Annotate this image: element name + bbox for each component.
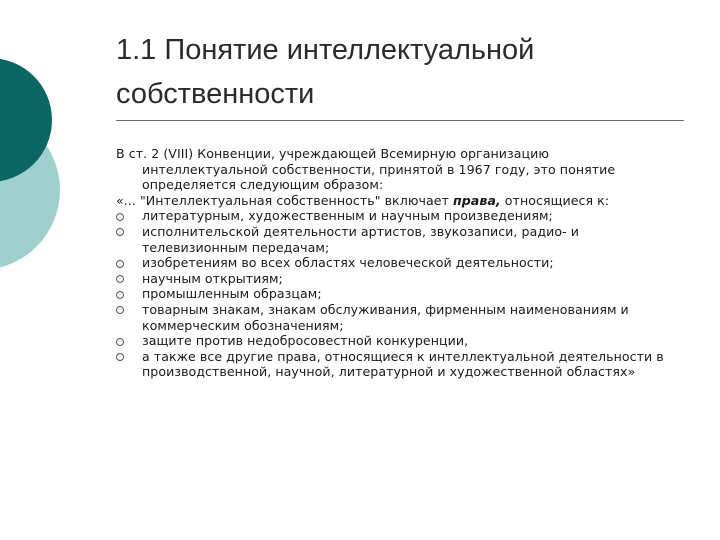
list-item-text: защите против недобросовестной конкуренции, bbox=[142, 333, 469, 349]
list-item bbox=[116, 333, 676, 349]
intro-paragraph: В ст. 2 (VIII) Конвенции, учреждающей Всемирную организацию интеллектуальной собственности, принятой в 1967 году, это понятие определяется следующим образом: bbox=[116, 146, 616, 193]
circle-bullet-icon bbox=[116, 213, 124, 221]
list-item-text: товарным знакам, знакам обслуживания, фирменным наименованиям и коммерческим обозначениям; bbox=[142, 301, 629, 333]
title-divider bbox=[116, 120, 684, 121]
decorative-circles bbox=[0, 0, 120, 300]
quote-paragraph bbox=[116, 193, 676, 209]
circle-bullet-icon bbox=[116, 291, 124, 299]
list-item-text: исполнительской деятельности артистов, звукозаписи, радио- и телевизионным передачам; bbox=[142, 223, 579, 255]
list-item bbox=[116, 302, 676, 333]
list-item bbox=[116, 271, 676, 287]
circle-bullet-icon bbox=[116, 228, 124, 236]
quote-end: относящиеся к: bbox=[500, 192, 610, 208]
list-item-text: промышленным образцам; bbox=[142, 286, 322, 302]
circle-bullet-icon bbox=[116, 306, 124, 314]
slide-title: 1.1 Понятие интеллектуальной собственности bbox=[116, 34, 535, 110]
list-item-text: научным открытиям; bbox=[142, 270, 283, 286]
list-item bbox=[116, 255, 676, 271]
list-item-text: а также все другие права, относящиеся к интеллектуальной деятельности в производственной, научной, литературной и художественной областях» bbox=[142, 348, 664, 380]
quote-start: «... "Интеллектуальная собственность" включает bbox=[116, 192, 453, 208]
list-item bbox=[116, 286, 676, 302]
circle-bullet-icon bbox=[116, 353, 124, 361]
list-item bbox=[116, 349, 676, 380]
list-item-text: литературным, художественным и научным произведениям; bbox=[142, 208, 553, 224]
list-item bbox=[116, 224, 676, 255]
bullet-list bbox=[116, 208, 676, 380]
quote-emphasis: права, bbox=[452, 192, 501, 208]
circle-bullet-icon bbox=[116, 275, 124, 283]
list-item bbox=[116, 208, 676, 224]
slide-body bbox=[116, 146, 676, 380]
circle-bullet-icon bbox=[116, 338, 124, 346]
list-item-text: изобретениям во всех областях человеческой деятельности; bbox=[142, 255, 554, 271]
circle-bullet-icon bbox=[116, 260, 124, 268]
